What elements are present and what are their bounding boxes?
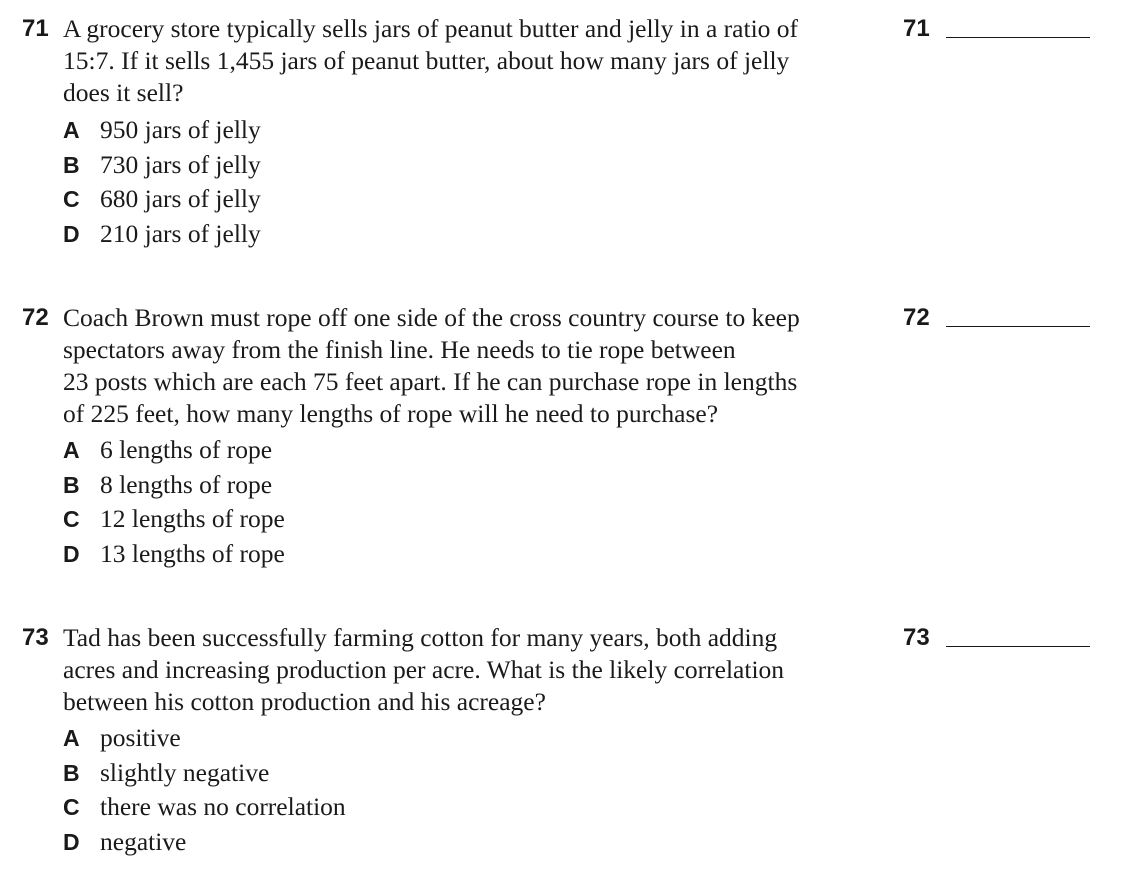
choice-text: 950 jars of jelly xyxy=(100,115,261,144)
answer-blank[interactable] xyxy=(946,326,1090,327)
stem-line: 15:7. If it sells 1,455 jars of peanut butter, about how many jars of jelly xyxy=(63,46,790,75)
choice-a[interactable] xyxy=(63,114,763,149)
choice-b[interactable] xyxy=(63,149,763,184)
stem-line: does it sell? xyxy=(63,78,184,107)
answer-label: 73 xyxy=(903,624,930,651)
answer-blank[interactable] xyxy=(946,646,1090,647)
choice-text: 12 lengths of rope xyxy=(100,504,285,533)
choice-c[interactable] xyxy=(63,183,763,218)
choice-text: negative xyxy=(100,826,187,856)
choice-letter: C xyxy=(63,186,80,212)
choice-c[interactable] xyxy=(63,791,763,826)
answer-choices xyxy=(63,114,763,252)
choice-d[interactable] xyxy=(63,826,763,861)
choice-letter: D xyxy=(63,220,80,247)
question-number: 72 xyxy=(22,304,49,331)
choice-letter: B xyxy=(63,759,80,786)
choice-letter: A xyxy=(63,117,80,143)
question-stem xyxy=(63,302,873,430)
choice-letter: C xyxy=(63,794,80,820)
answer-label: 71 xyxy=(903,15,930,42)
answer-label: 72 xyxy=(903,304,930,331)
choice-text: 210 jars of jelly xyxy=(100,218,261,248)
choice-d[interactable] xyxy=(63,218,763,253)
choice-text: 13 lengths of rope xyxy=(100,538,285,568)
question-stem xyxy=(63,13,873,109)
choice-text: 8 lengths of rope xyxy=(100,469,273,499)
choice-letter: D xyxy=(63,828,80,855)
stem-line: of 225 feet, how many lengths of rope will he need to purchase? xyxy=(63,399,719,428)
stem-line: acres and increasing production per acre. What is the likely correlation xyxy=(63,655,785,684)
choice-text: 6 lengths of rope xyxy=(100,435,273,464)
choice-text: 730 jars of jelly xyxy=(100,149,261,179)
answer-blank[interactable] xyxy=(946,37,1090,38)
question-number: 71 xyxy=(22,15,49,42)
question-number: 73 xyxy=(22,624,49,651)
choice-letter: A xyxy=(63,437,80,463)
choice-d[interactable] xyxy=(63,538,763,573)
choice-a[interactable] xyxy=(63,434,763,469)
choice-letter: A xyxy=(63,725,80,751)
choice-letter: D xyxy=(63,540,80,567)
question-stem xyxy=(63,622,873,718)
choice-text: 680 jars of jelly xyxy=(100,184,261,213)
stem-line: spectators away from the finish line. He needs to tie rope between xyxy=(63,335,736,364)
choice-c[interactable] xyxy=(63,503,763,538)
choice-b[interactable] xyxy=(63,757,763,792)
stem-line: Coach Brown must rope off one side of the cross country course to keep xyxy=(63,303,800,332)
answer-choices xyxy=(63,722,763,860)
choice-text: there was no correlation xyxy=(100,792,346,821)
choice-letter: C xyxy=(63,506,80,532)
choice-letter: B xyxy=(63,151,80,178)
stem-line: A grocery store typically sells jars of peanut butter and jelly in a ratio of xyxy=(63,14,799,43)
choice-text: positive xyxy=(100,723,181,752)
stem-line: Tad has been successfully farming cotton for many years, both adding xyxy=(63,623,778,652)
answer-choices xyxy=(63,434,763,572)
stem-line: between his cotton production and his acreage? xyxy=(63,687,546,716)
choice-a[interactable] xyxy=(63,722,763,757)
stem-line: 23 posts which are each 75 feet apart. If he can purchase rope in lengths xyxy=(63,367,798,396)
choice-letter: B xyxy=(63,471,80,498)
choice-b[interactable] xyxy=(63,469,763,504)
choice-text: slightly negative xyxy=(100,757,270,787)
